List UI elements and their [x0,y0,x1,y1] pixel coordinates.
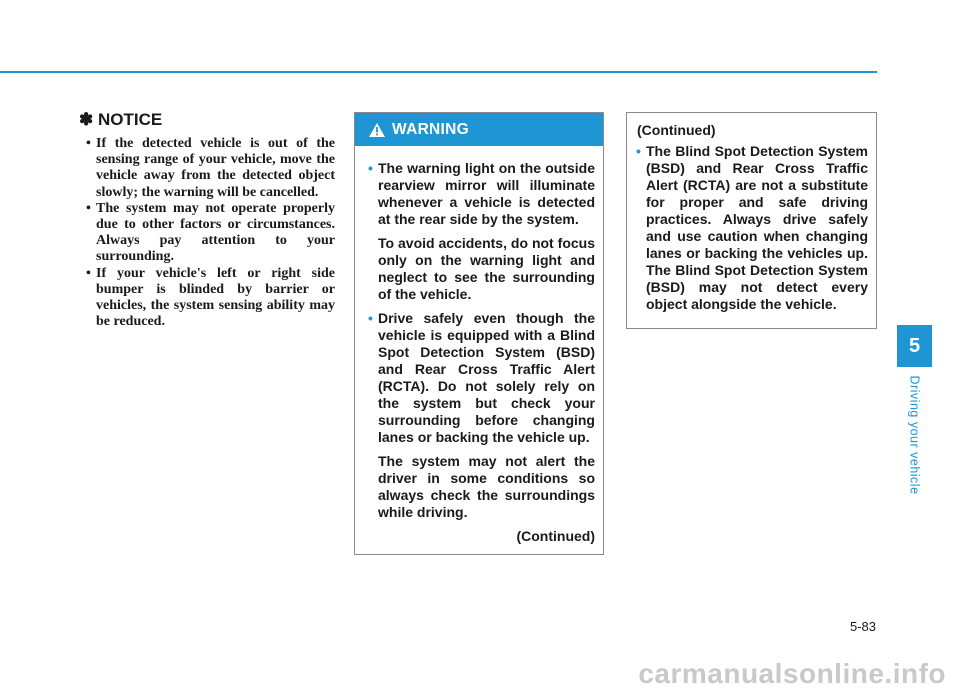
bullet-dot-icon: • [368,310,373,326]
continuation-box [626,112,877,329]
warning-box [354,112,604,555]
warning-triangle-icon [369,123,385,137]
bullet-dot-icon: • [636,143,641,159]
continuation-heading: (Continued) [637,122,716,138]
warning-paragraph: To avoid accidents, do not focus only on the warning light and neglect to see the surrounding of the vehicle. [378,235,595,302]
bullet-dot-icon: • [368,160,373,176]
warning-header [355,113,603,146]
warning-bullet: • Drive safely even though the vehicle is equipped with a Blind Spot Detection System (BSD) and Rear Cross Traffic Alert (RCTA). Do not solely rely on the system but check your surrounding before changing lanes or backing the vehicle up. [368,310,595,445]
page-number: 5-83 [849,619,876,634]
warning-body [355,146,603,545]
continued-label: (Continued) [516,528,595,544]
chapter-number-tab: 5 [897,325,932,367]
warning-bullet: • The warning light on the outside rearview mirror will illuminate whenever a vehicle is detected at the rear side by the system. [368,160,595,227]
warning-paragraph: The system may not alert the driver in some conditions so always check the surroundings while driving. [378,453,595,520]
continuation-bullet: • The Blind Spot Detection System (BSD) and Rear Cross Traffic Alert (RCTA) are not a substitute for proper and safe driving practices. Always drive safely and use caution when changing lanes or backing the vehicles up. The Blind Spot Detection System (BSD) may not detect every object alongside the vehicle. [636,143,868,312]
notice-list [79,136,335,330]
notice-item: • If your vehicle's left or right side bumper is blinded by barrier or vehicles, the system sensing ability may be reduced. [86,265,335,330]
warning-title: WARNING [392,120,470,138]
chapter-label: Driving your vehicle [908,375,923,495]
notice-item: • If the detected vehicle is out of the sensing range of your vehicle, move the vehicle away from the detected object slowly; the warning will be cancelled. [86,136,335,200]
notice-title: ✽ NOTICE [79,110,163,129]
notice-section [79,110,335,330]
header-rule [0,71,877,73]
watermark-link[interactable]: carmanualsonline.info [638,657,946,689]
notice-item: • The system may not operate properly due to other factors or circumstances. Always pay attention to your surrounding. [86,200,335,265]
